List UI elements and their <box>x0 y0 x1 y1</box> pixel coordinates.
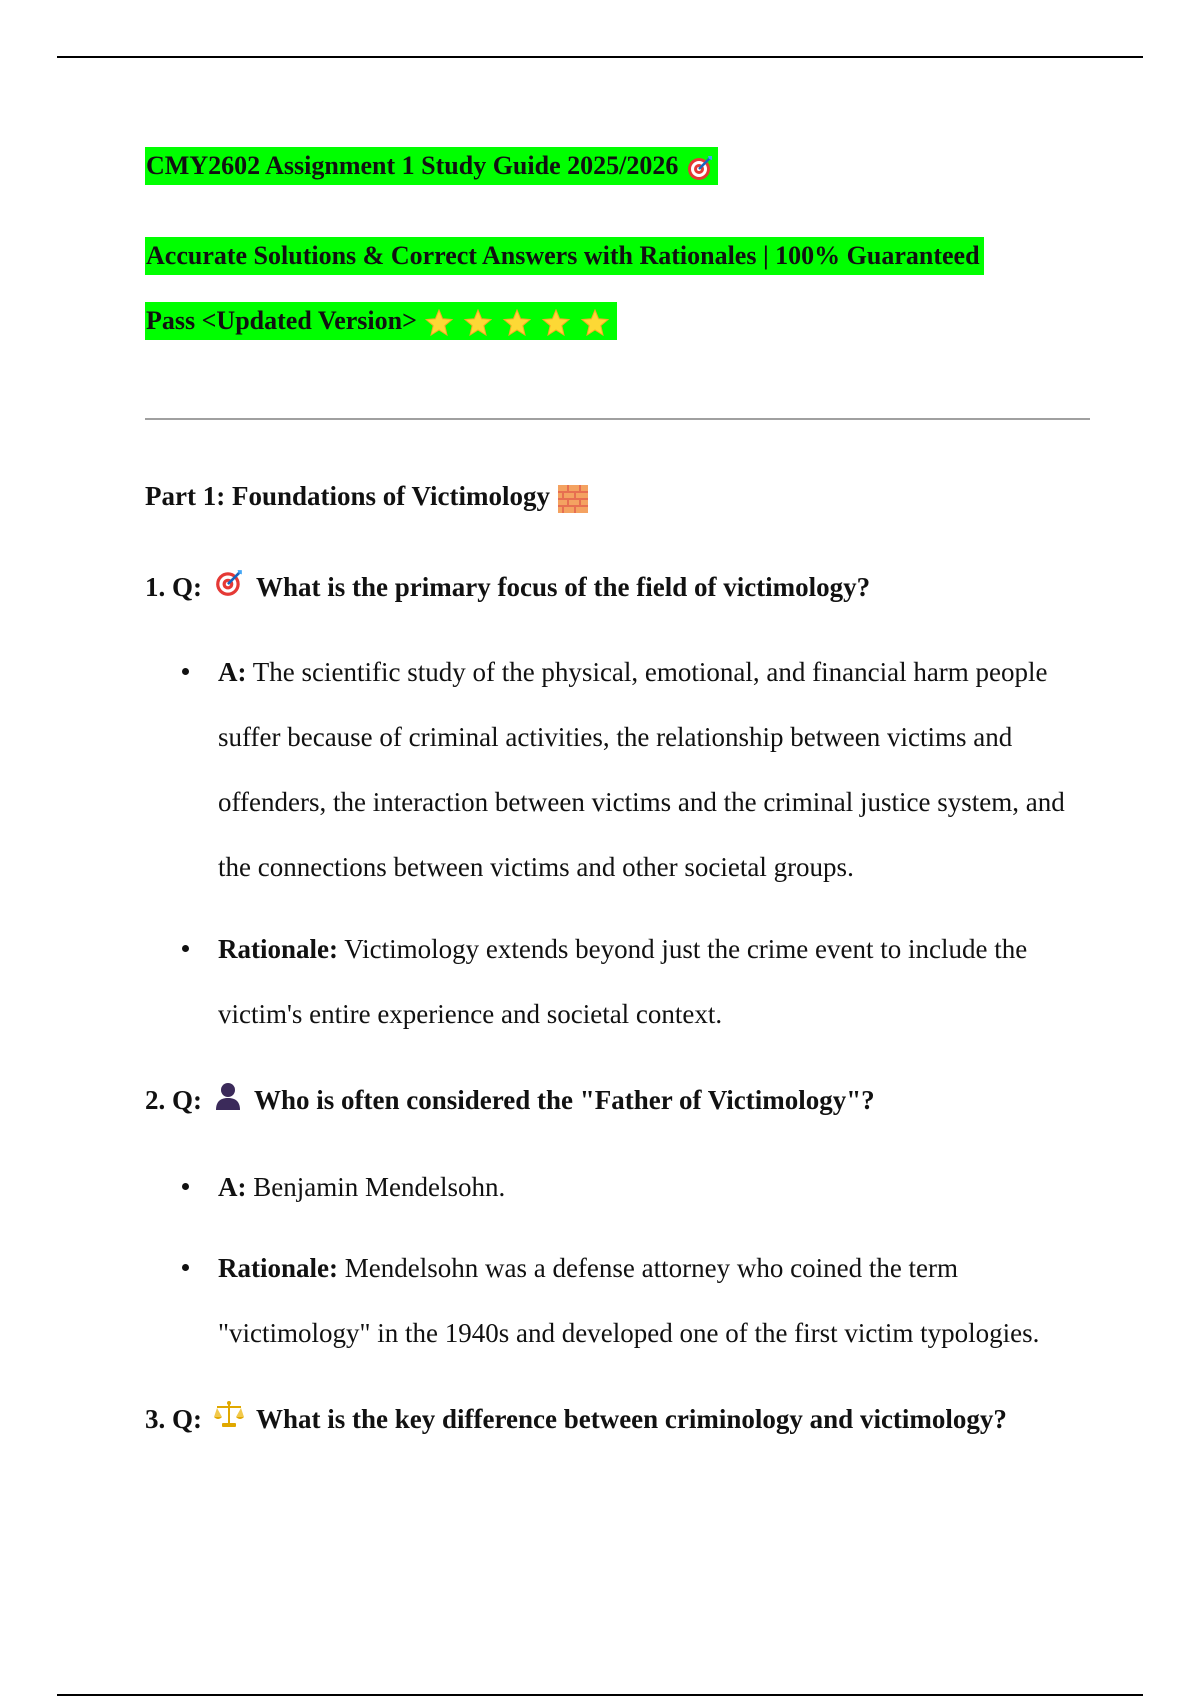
answer-2: A: Benjamin Mendelsohn. <box>218 1155 1098 1220</box>
bullet-point <box>182 668 189 675</box>
balance-scale-icon <box>214 1400 244 1439</box>
part-heading: Part 1: Foundations of Victimology <box>145 478 588 514</box>
brick-icon <box>558 485 588 513</box>
answer-1: A: The scientific study of the physical, emotional, and financial harm people suffer because of criminal activities, the relationship between victims and offenders, the interaction between victims and the criminal justice system, and the connections between victims and other societal groups. <box>218 640 1098 900</box>
bullet-point <box>182 1264 189 1271</box>
top-page-rule <box>57 56 1143 58</box>
target-icon <box>686 154 714 182</box>
bullet-point <box>182 945 189 952</box>
rationale-1: Rationale: Victimology extends beyond just the crime event to include the victim's entire experience and societal context. <box>218 917 1098 1047</box>
bottom-page-rule <box>57 1694 1143 1696</box>
section-divider <box>145 418 1090 420</box>
subtitle-line-1: Accurate Solutions & Correct Answers with Rationales | 100% Guaranteed <box>145 237 984 275</box>
star-icon <box>426 310 452 335</box>
bullet-point <box>182 1183 189 1190</box>
target-icon <box>214 568 244 607</box>
question-1: 1. Q: What is the primary focus of the field of victimology? <box>145 569 870 609</box>
star-icon <box>465 310 491 335</box>
question-2: 2. Q: Who is often considered the "Father of Victimology"? <box>145 1082 875 1122</box>
rationale-2: Rationale: Mendelsohn was a defense attorney who coined the term "victimology" in the 1940s and developed one of the first victim typologies. <box>218 1236 1098 1366</box>
star-icon <box>543 310 569 335</box>
question-3: 3. Q: What is the key difference between criminology and victimology? <box>145 1401 1007 1441</box>
star-icon <box>504 310 530 335</box>
star-icon <box>582 310 608 335</box>
subtitle-line-2: Pass <Updated Version> <box>145 302 617 340</box>
star-rating <box>425 309 613 337</box>
document-title: CMY2602 Assignment 1 Study Guide 2025/2026 <box>145 147 718 185</box>
person-silhouette-icon <box>214 1081 242 1120</box>
